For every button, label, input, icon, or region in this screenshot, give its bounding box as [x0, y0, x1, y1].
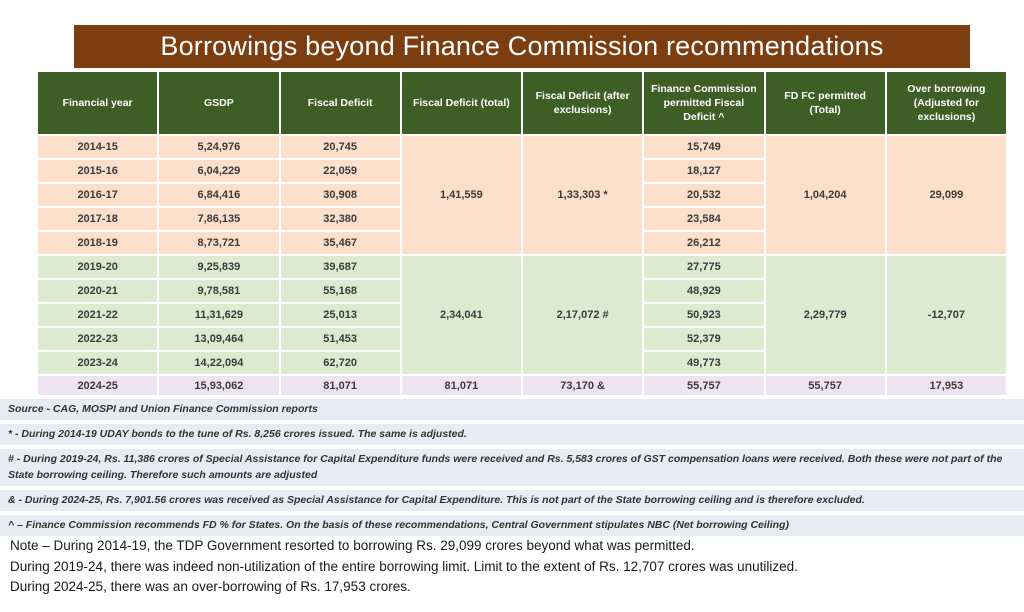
- table-body: [38, 136, 1006, 395]
- table-row: [38, 376, 1006, 395]
- cell-fiscal-deficit: 32,380: [281, 208, 400, 230]
- cell-gsdp: 15,93,062: [159, 376, 278, 395]
- cell-financial-year: 2022-23: [38, 328, 157, 350]
- cell-fiscal-deficit-total: 2,34,041: [402, 256, 521, 374]
- table-row: [38, 256, 1006, 278]
- cell-fiscal-deficit: 81,071: [281, 376, 400, 395]
- cell-fc-permitted-fd: 48,929: [644, 280, 763, 302]
- cell-financial-year: 2014-15: [38, 136, 157, 158]
- cell-fd-fc-permitted-total: 2,29,779: [766, 256, 885, 374]
- cell-gsdp: 13,09,464: [159, 328, 278, 350]
- cell-financial-year: 2024-25: [38, 376, 157, 395]
- cell-fiscal-deficit: 62,720: [281, 352, 400, 374]
- cell-fc-permitted-fd: 15,749: [644, 136, 763, 158]
- cell-fc-permitted-fd: 18,127: [644, 160, 763, 182]
- table-row: [38, 136, 1006, 158]
- cell-fiscal-deficit: 30,908: [281, 184, 400, 206]
- column-header: Over borrowing (Adjusted for exclusions): [887, 72, 1006, 134]
- cell-fiscal-deficit: 25,013: [281, 304, 400, 326]
- cell-fc-permitted-fd: 49,773: [644, 352, 763, 374]
- cell-fiscal-deficit: 22,059: [281, 160, 400, 182]
- cell-fiscal-deficit-after-exclusions: 73,170 &: [523, 376, 642, 395]
- column-header: Fiscal Deficit (total): [402, 72, 521, 134]
- cell-fd-fc-permitted-total: 1,04,204: [766, 136, 885, 254]
- cell-fiscal-deficit: 35,467: [281, 232, 400, 254]
- cell-gsdp: 7,86,135: [159, 208, 278, 230]
- cell-fc-permitted-fd: 55,757: [644, 376, 763, 395]
- cell-gsdp: 6,84,416: [159, 184, 278, 206]
- column-header: Finance Commission permitted Fiscal Deficit ^: [644, 72, 763, 134]
- cell-gsdp: 6,04,229: [159, 160, 278, 182]
- cell-fiscal-deficit: 55,168: [281, 280, 400, 302]
- column-header: Fiscal Deficit (after exclusions): [523, 72, 642, 134]
- cell-fiscal-deficit-total: 81,071: [402, 376, 521, 395]
- cell-fc-permitted-fd: 20,532: [644, 184, 763, 206]
- cell-financial-year: 2015-16: [38, 160, 157, 182]
- page-title: Borrowings beyond Finance Commission recommendations: [74, 25, 970, 68]
- cell-fiscal-deficit-total: 1,41,559: [402, 136, 521, 254]
- cell-financial-year: 2023-24: [38, 352, 157, 374]
- cell-gsdp: 9,25,839: [159, 256, 278, 278]
- cell-fiscal-deficit: 20,745: [281, 136, 400, 158]
- cell-fd-fc-permitted-total: 55,757: [766, 376, 885, 395]
- cell-financial-year: 2016-17: [38, 184, 157, 206]
- cell-financial-year: 2021-22: [38, 304, 157, 326]
- borrowings-table: [36, 70, 1008, 397]
- cell-fiscal-deficit: 39,687: [281, 256, 400, 278]
- footnote: Source - CAG, MOSPI and Union Finance Commission reports: [0, 399, 1024, 420]
- cell-gsdp: 14,22,094: [159, 352, 278, 374]
- note-line: During 2024-25, there was an over-borrowing of Rs. 17,953 crores.: [10, 579, 411, 595]
- footnotes-section: [0, 399, 1024, 540]
- cell-gsdp: 11,31,629: [159, 304, 278, 326]
- cell-fiscal-deficit-after-exclusions: 2,17,072 #: [523, 256, 642, 374]
- cell-financial-year: 2018-19: [38, 232, 157, 254]
- column-header: Fiscal Deficit: [281, 72, 400, 134]
- cell-fc-permitted-fd: 27,775: [644, 256, 763, 278]
- cell-fc-permitted-fd: 50,923: [644, 304, 763, 326]
- cell-fc-permitted-fd: 26,212: [644, 232, 763, 254]
- cell-fiscal-deficit-after-exclusions: 1,33,303 *: [523, 136, 642, 254]
- column-header: FD FC permitted (Total): [766, 72, 885, 134]
- cell-fiscal-deficit: 51,453: [281, 328, 400, 350]
- note-line: Note – During 2014-19, the TDP Government resorted to borrowing Rs. 29,099 crores beyond what was permitted.: [10, 538, 695, 553]
- cell-financial-year: 2020-21: [38, 280, 157, 302]
- cell-fc-permitted-fd: 52,379: [644, 328, 763, 350]
- note-section: [0, 536, 1016, 598]
- table-header: [38, 72, 1006, 134]
- cell-gsdp: 9,78,581: [159, 280, 278, 302]
- cell-over-borrowing: -12,707: [887, 256, 1006, 374]
- cell-financial-year: 2017-18: [38, 208, 157, 230]
- column-header: GSDP: [159, 72, 278, 134]
- cell-over-borrowing: 29,099: [887, 136, 1006, 254]
- footnote: & - During 2024-25, Rs. 7,901.56 crores was received as Special Assistance for Capital Expenditure. This is not part of the State borrowing ceiling and is therefore excluded.: [0, 490, 1024, 511]
- footnote: # - During 2019-24, Rs. 11,386 crores of Special Assistance for Capital Expenditure funds were received and Rs. 5,583 crores of GST compensation loans were received. Both these were not part of the State borrowing ceiling. Therefore such amounts are adjusted: [0, 449, 1024, 485]
- footnote: ^ – Finance Commission recommends FD % for States. On the basis of these recommendations, Central Government stipulates NBC (Net borrowing Ceiling): [0, 515, 1024, 536]
- note-line: During 2019-24, there was indeed non-utilization of the entire borrowing limit. Limit to the extent of Rs. 12,707 crores was unutilized.: [10, 558, 798, 574]
- column-header: Financial year: [38, 72, 157, 134]
- header-row: [38, 72, 1006, 134]
- cell-gsdp: 8,73,721: [159, 232, 278, 254]
- cell-financial-year: 2019-20: [38, 256, 157, 278]
- cell-over-borrowing: 17,953: [887, 376, 1006, 395]
- footnote: * - During 2014-19 UDAY bonds to the tune of Rs. 8,256 crores issued. The same is adjusted.: [0, 424, 1024, 445]
- cell-fc-permitted-fd: 23,584: [644, 208, 763, 230]
- cell-gsdp: 5,24,976: [159, 136, 278, 158]
